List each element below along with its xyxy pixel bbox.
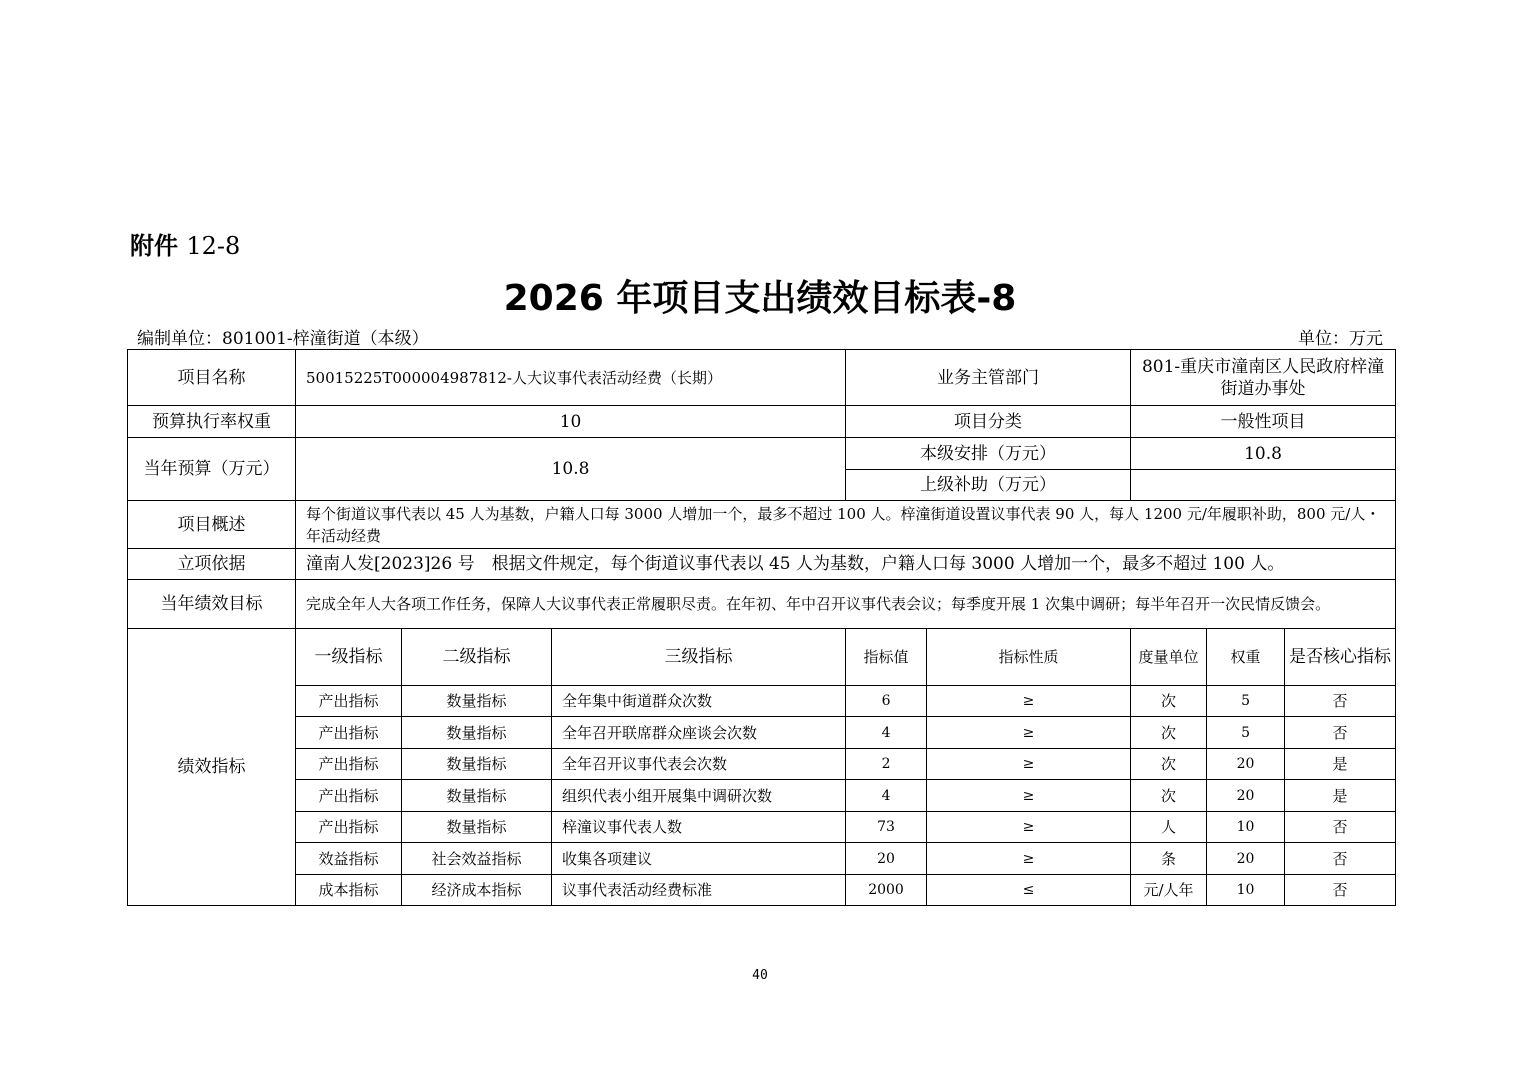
cell-level2: 数量指标 <box>402 717 552 749</box>
goal-label: 当年绩效目标 <box>128 580 296 629</box>
cell-unit: 元/人年 <box>1131 875 1207 906</box>
table-row <box>128 406 1396 438</box>
cell-value: 4 <box>846 717 927 749</box>
attachment-number: 12-8 <box>186 232 241 260</box>
subsidy-label: 上级补助（万元） <box>846 470 1131 501</box>
dept-label: 业务主管部门 <box>846 350 1131 406</box>
cell-level2: 数量指标 <box>402 812 552 843</box>
cell-core: 否 <box>1285 875 1396 906</box>
cell-value: 73 <box>846 812 927 843</box>
header-level2: 二级指标 <box>402 629 552 686</box>
dept-value: 801-重庆市潼南区人民政府梓潼街道办事处 <box>1131 350 1396 406</box>
cell-level1: 产出指标 <box>296 686 402 717</box>
indicator-row <box>128 749 1396 780</box>
cell-unit: 次 <box>1131 780 1207 812</box>
cell-nature: ≥ <box>927 749 1131 780</box>
cell-level1: 效益指标 <box>296 843 402 875</box>
cell-nature: ≤ <box>927 875 1131 906</box>
cell-level1: 成本指标 <box>296 875 402 906</box>
subsidy-value <box>1131 470 1396 501</box>
cell-core: 是 <box>1285 780 1396 812</box>
cell-weight: 10 <box>1207 812 1285 843</box>
table-row <box>128 580 1396 629</box>
cell-nature: ≥ <box>927 780 1131 812</box>
page-number: 40 <box>752 968 768 983</box>
cell-level1: 产出指标 <box>296 780 402 812</box>
cell-level3: 议事代表活动经费标准 <box>552 875 846 906</box>
cell-level3: 组织代表小组开展集中调研次数 <box>552 780 846 812</box>
cell-value: 20 <box>846 843 927 875</box>
unit-label: 单位：万元 <box>1298 329 1383 349</box>
cell-value: 2 <box>846 749 927 780</box>
cell-level3: 全年集中街道群众次数 <box>552 686 846 717</box>
project-name-value: 50015225T000004987812-人大议事代表活动经费（长期） <box>296 350 846 406</box>
cell-level2: 数量指标 <box>402 780 552 812</box>
cell-unit: 人 <box>1131 812 1207 843</box>
project-name-label: 项目名称 <box>128 350 296 406</box>
basis-value: 潼南人发[2023]26 号 根据文件规定，每个街道议事代表以 45 人为基数，户籍人口每 3000 人增加一个，最多不超过 100 人。 <box>296 549 1396 580</box>
cell-nature: ≥ <box>927 812 1131 843</box>
indicator-header-row <box>128 629 1396 686</box>
header-unit: 度量单位 <box>1131 629 1207 686</box>
header-core: 是否核心指标 <box>1285 629 1396 686</box>
cell-level2: 数量指标 <box>402 749 552 780</box>
budget-label: 当年预算（万元） <box>128 438 296 501</box>
weight-label: 预算执行率权重 <box>128 406 296 438</box>
overview-label: 项目概述 <box>128 501 296 549</box>
cell-level2: 社会效益指标 <box>402 843 552 875</box>
cell-level1: 产出指标 <box>296 717 402 749</box>
attachment-prefix: 附件 <box>130 232 178 260</box>
header-value: 指标值 <box>846 629 927 686</box>
cell-nature: ≥ <box>927 686 1131 717</box>
cell-core: 否 <box>1285 717 1396 749</box>
cell-value: 2000 <box>846 875 927 906</box>
budget-value: 10.8 <box>296 438 846 501</box>
table-row <box>128 350 1396 406</box>
category-label: 项目分类 <box>846 406 1131 438</box>
header-level3: 三级指标 <box>552 629 846 686</box>
cell-weight: 20 <box>1207 749 1285 780</box>
cell-unit: 次 <box>1131 749 1207 780</box>
basis-label: 立项依据 <box>128 549 296 580</box>
cell-level3: 全年召开议事代表会次数 <box>552 749 846 780</box>
table-row <box>128 549 1396 580</box>
cell-level1: 产出指标 <box>296 749 402 780</box>
cell-level2: 经济成本指标 <box>402 875 552 906</box>
local-budget-label: 本级安排（万元） <box>846 438 1131 470</box>
cell-core: 否 <box>1285 843 1396 875</box>
cell-level3: 梓潼议事代表人数 <box>552 812 846 843</box>
cell-weight: 5 <box>1207 686 1285 717</box>
attachment-label <box>130 226 240 261</box>
header-nature: 指标性质 <box>927 629 1131 686</box>
cell-value: 6 <box>846 686 927 717</box>
cell-weight: 10 <box>1207 875 1285 906</box>
cell-weight: 20 <box>1207 843 1285 875</box>
goal-value: 完成全年人大各项工作任务，保障人大议事代表正常履职尽责。在年初、年中召开议事代表会议；每季度开展 1 次集中调研；每半年召开一次民情反馈会。 <box>296 580 1396 629</box>
cell-core: 是 <box>1285 749 1396 780</box>
indicator-row <box>128 812 1396 843</box>
document-title: 2026 年项目支出绩效目标表-8 <box>503 278 1017 319</box>
cell-core: 否 <box>1285 812 1396 843</box>
cell-unit: 次 <box>1131 717 1207 749</box>
cell-value: 4 <box>846 780 927 812</box>
header-level1: 一级指标 <box>296 629 402 686</box>
cell-level3: 收集各项建议 <box>552 843 846 875</box>
table-row <box>128 438 1396 470</box>
weight-value: 10 <box>296 406 846 438</box>
indicator-row <box>128 686 1396 717</box>
cell-nature: ≥ <box>927 717 1131 749</box>
cell-level3: 全年召开联席群众座谈会次数 <box>552 717 846 749</box>
cell-weight: 20 <box>1207 780 1285 812</box>
cell-level1: 产出指标 <box>296 812 402 843</box>
indicator-row <box>128 843 1396 875</box>
overview-value: 每个街道议事代表以 45 人为基数，户籍人口每 3000 人增加一个，最多不超过 100 人。梓潼街道设置议事代表 90 人，每人 1200 元/年履职补助，800 元/人・年活动经费 <box>296 501 1396 549</box>
local-budget-value: 10.8 <box>1131 438 1396 470</box>
indicator-row <box>128 875 1396 906</box>
cell-level2: 数量指标 <box>402 686 552 717</box>
category-value: 一般性项目 <box>1131 406 1396 438</box>
indicators-label: 绩效指标 <box>128 629 296 906</box>
indicator-row <box>128 717 1396 749</box>
performance-table <box>127 349 1396 906</box>
header-weight: 权重 <box>1207 629 1285 686</box>
cell-weight: 5 <box>1207 717 1285 749</box>
indicator-row <box>128 780 1396 812</box>
cell-core: 否 <box>1285 686 1396 717</box>
cell-unit: 条 <box>1131 843 1207 875</box>
cell-unit: 次 <box>1131 686 1207 717</box>
org-unit: 编制单位：801001-梓潼街道（本级） <box>137 329 429 349</box>
cell-nature: ≥ <box>927 843 1131 875</box>
table-row <box>128 501 1396 549</box>
